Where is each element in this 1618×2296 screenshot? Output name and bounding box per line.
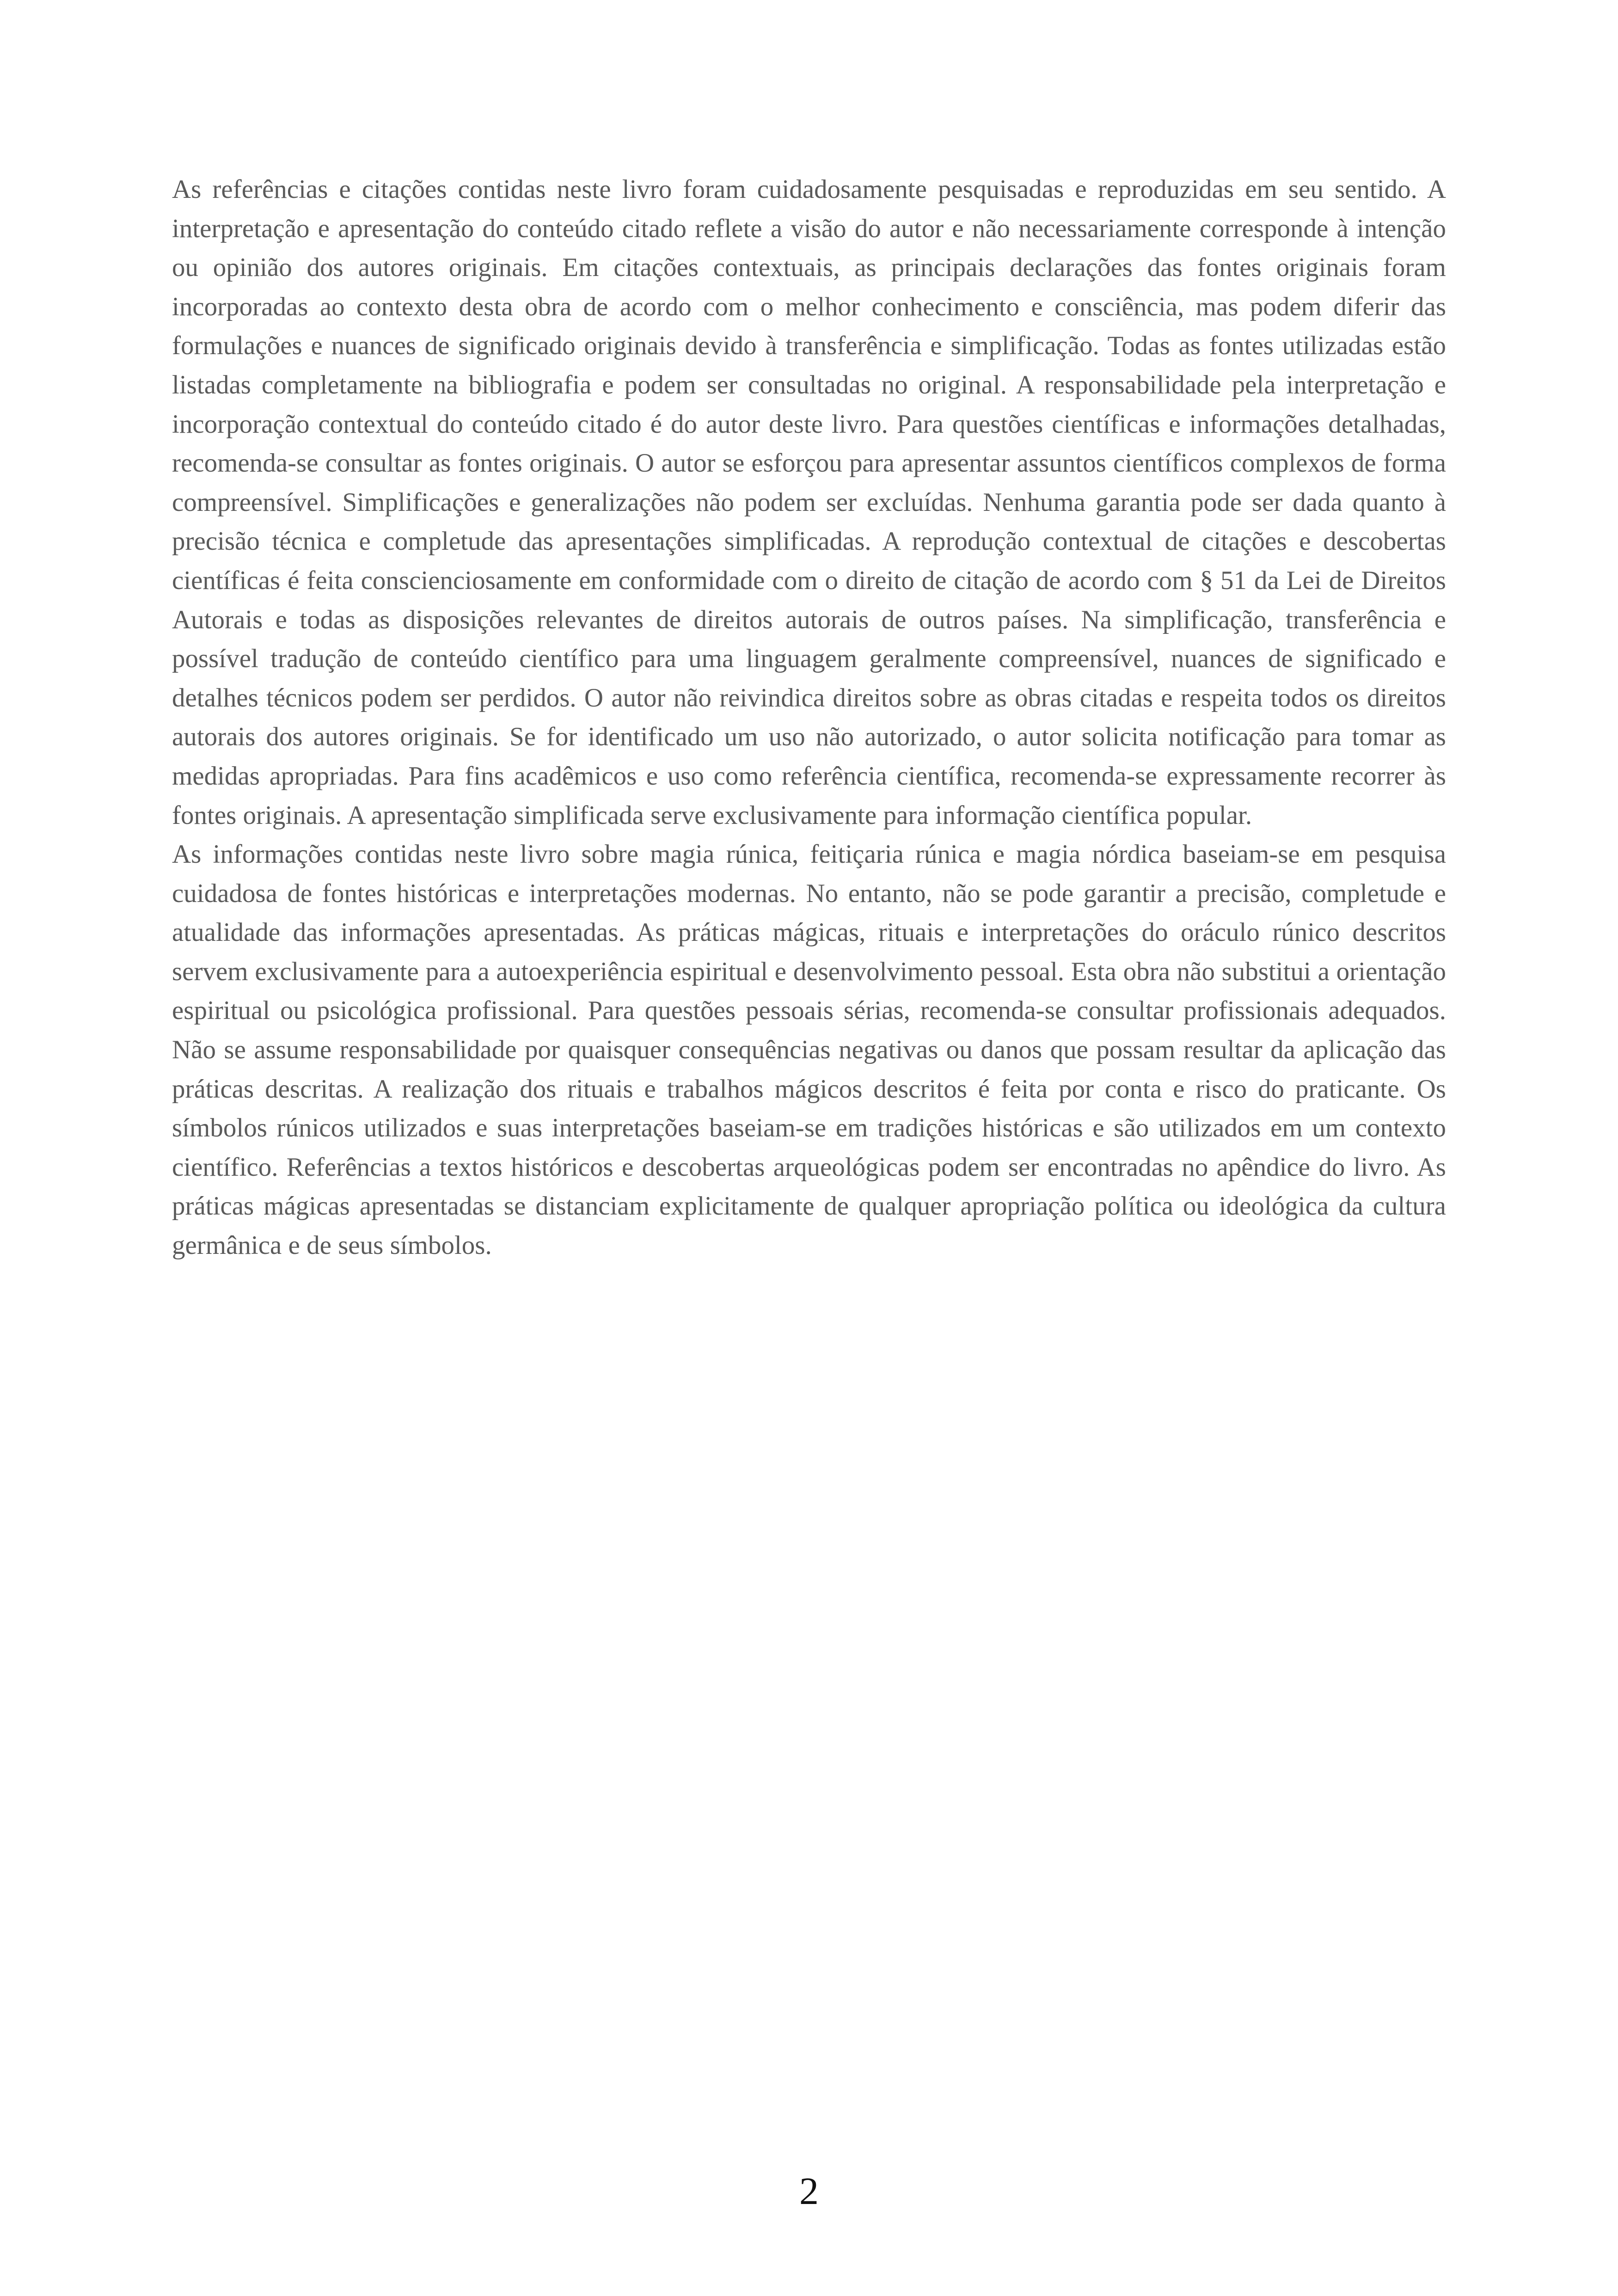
paragraph-citations-disclaimer: As referências e citações contidas neste livro foram cuidadosamente pesquisadas e reproduzidas em seu sentido. A interpretação e apresentação do conteúdo citado reflete a visão do autor e não necessariamente corresponde à intenção ou opinião dos autores originais. Em citações contextuais, as principais declarações das fontes originais foram incorporadas ao contexto desta obra de acordo com o melhor conhecimento e consciência, mas podem diferir das formulações e nuances de significado originais devido à transferência e simplificação. Todas as fontes utilizadas estão listadas completamente na bibliografia e podem ser consultadas no original. A responsabilidade pela interpretação e incorporação contextual do conteúdo citado é do autor deste livro. Para questões científicas e informações detalhadas, recomenda-se consultar as fontes originais. O autor se esforçou para apresentar assuntos científicos complexos de forma compreensível. Simplificações e generalizações não podem ser excluídas. Nenhuma garantia pode ser dada quanto à precisão técnica e completude das apresentações simplificadas. A reprodução contextual de citações e descobertas científicas é feita conscienciosamente em conformidade com o direito de citação de acordo com § 51 da Lei de Direitos Autorais e todas as disposições relevantes de direitos autorais de outros países. Na simplificação, transferência e possível tradução de conteúdo científico para uma linguagem geralmente compreensível, nuances de significado e detalhes técnicos podem ser perdidos. O autor não reivindica direitos sobre as obras citadas e respeita todos os direitos autorais dos autores originais. Se for identificado um uso não autorizado, o autor solicita notificação para tomar as medidas apropriadas. Para fins acadêmicos e uso como referência científica, recomenda-se expressamente recorrer às fontes originais. A apresentação simplificada serve exclusivamente para informação científica popular. <box>172 175 1446 830</box>
paragraph-magic-disclaimer: As informações contidas neste livro sobre magia rúnica, feitiçaria rúnica e magia nórdica baseiam-se em pesquisa cuidadosa de fontes históricas e interpretações modernas. No entanto, não se pode garantir a precisão, completude e atualidade das informações apresentadas. As práticas mágicas, rituais e interpretações do oráculo rúnico descritos servem exclusivamente para a autoexperiência espiritual e desenvolvimento pessoal. Esta obra não substitui a orientação espiritual ou psicológica profissional. Para questões pessoais sérias, recomenda-se consultar profissionais adequados. Não se assume responsabilidade por quaisquer consequências negativas ou danos que possam resultar da aplicação das práticas descritas. A realização dos rituais e trabalhos mágicos descritos é feita por conta e risco do praticante. Os símbolos rúnicos utilizados e suas interpretações baseiam-se em tradições históricas e são utilizados em um contexto científico. Referências a textos históricos e descobertas arqueológicas podem ser encontradas no apêndice do livro. As práticas mágicas apresentadas se distanciam explicitamente de qualquer apropriação política ou ideológica da cultura germânica e de seus símbolos. <box>172 840 1446 1260</box>
page-number: 2 <box>799 2170 819 2213</box>
body-text <box>172 170 1446 1265</box>
